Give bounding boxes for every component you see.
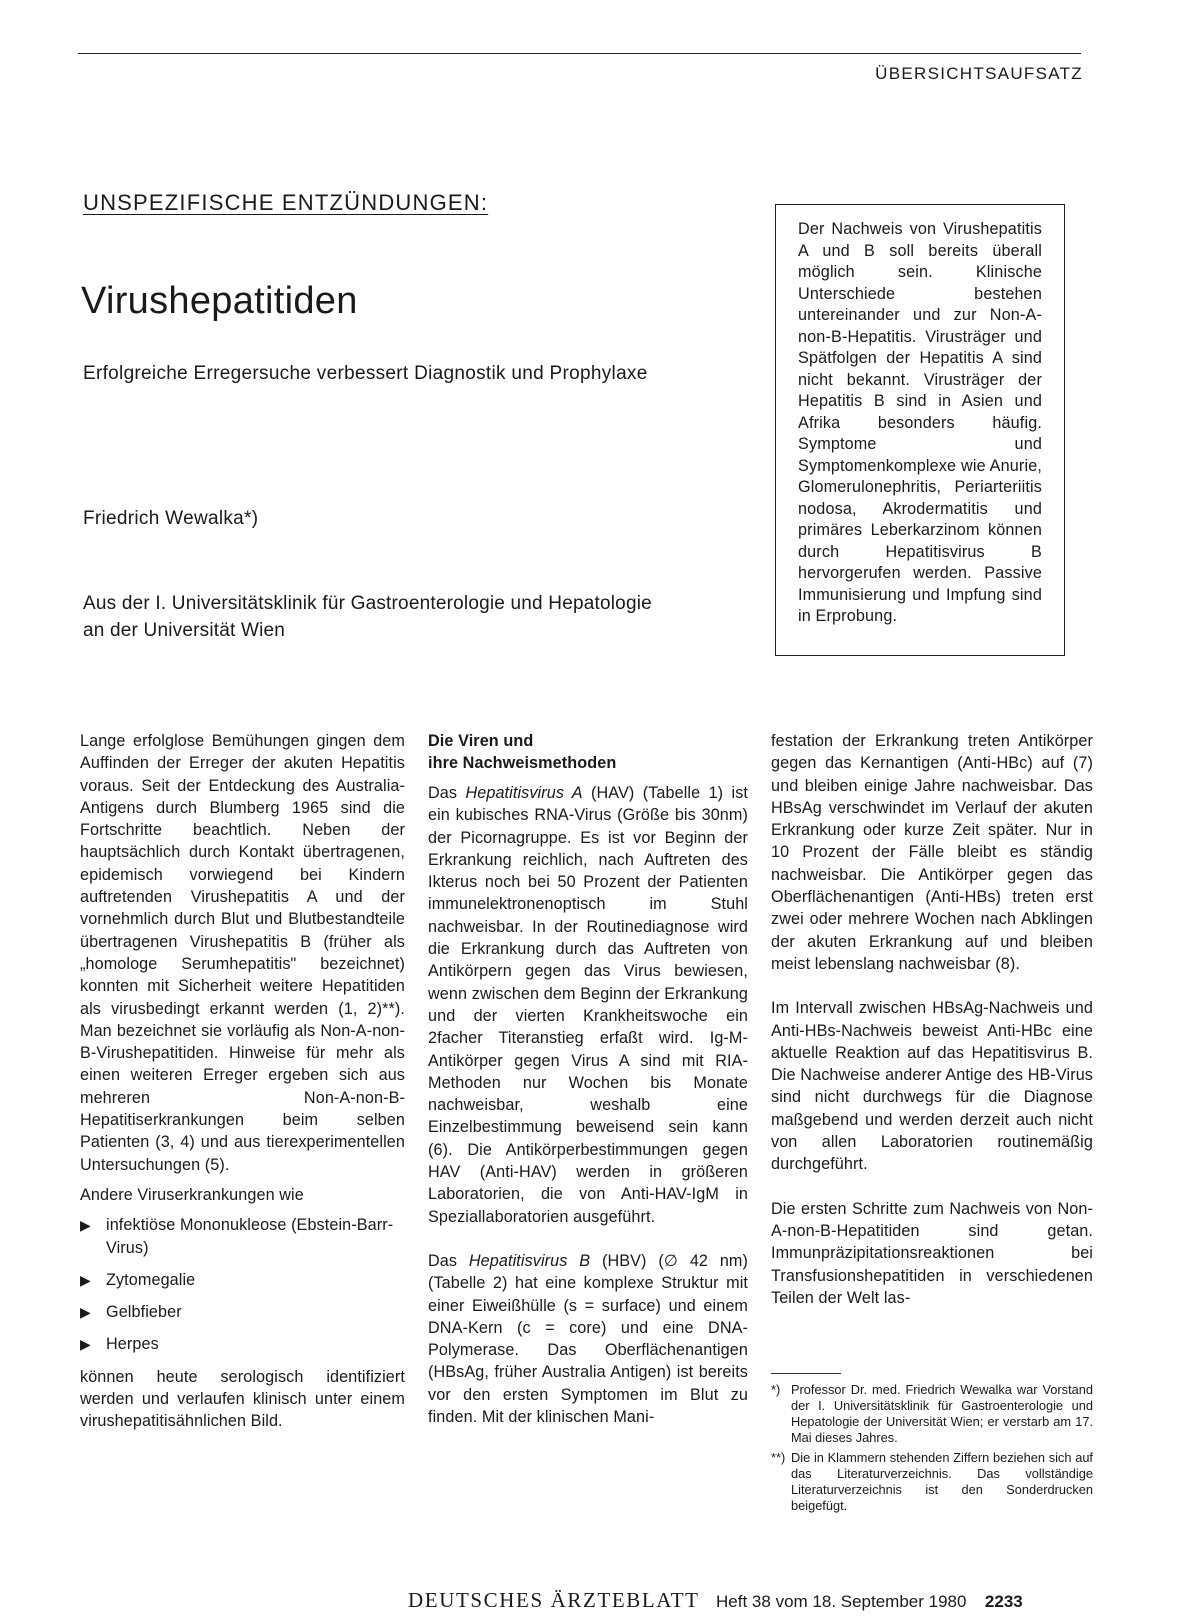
triangle-right-icon: ▶ [80, 1217, 91, 1234]
list-item-text: Herpes [106, 1335, 159, 1354]
article-author: Friedrich Wewalka*) [83, 508, 259, 529]
list-item [80, 1301, 405, 1323]
list-item-text: Gelbfieber [106, 1303, 182, 1322]
header-rule [78, 53, 1081, 54]
page-number: 2233 [984, 1592, 1023, 1611]
section-label: ÜBERSICHTSAUFSATZ [875, 64, 1083, 83]
page-footer [408, 1588, 1088, 1613]
abstract-text: Der Nachweis von Virushepatitis A und B soll bereits überall möglich sein. Klinische Unterschiede bestehen untereinander und zur Non-A-non-B-Hepatitis. Virusträger und Spätfolgen der Hepatitis A sind nicht bekannt. Virusträger der Hepatitis B sind in Asien und Afrika besonders häufig. Symptome und Symptomenkomplexe wie Anurie, Glomerulonephritis, Periarteriitis nodosa, Akrodermatitis und primäres Leberkarzinom können durch Hepatitisvirus B hervorgerufen werden. Passive Immunisierung und Impfung sind in Erprobung. [798, 220, 1042, 625]
heading-line: Die Viren und [428, 732, 534, 750]
list-item [80, 1269, 405, 1291]
article-affiliation [83, 590, 763, 644]
issue-info: Heft 38 vom 18. September 1980 [716, 1592, 967, 1611]
text-run: (HBV) (∅ 42 nm) (Tabelle 2) hat eine komplexe Struktur mit einer Eiweißhülle (s = surface) und einem DNA-Kern (c = core) und eine DNA-Polymerase. Das Oberflächenantigen (HBsAg, früher Australia Antigen) ist bereits vor den ersten Symptomen im Blut zu finden. Mit der klinischen Mani- [428, 1251, 748, 1427]
affiliation-line: an der Universität Wien [83, 620, 286, 641]
paragraph: Die ersten Schritte zum Nachweis von Non-A-non-B-Hepatitiden sind getan. Immunpräzipitationsreaktionen bei Transfusionshepatitiden in verschiedenen Teilen der Welt las- [771, 1199, 1093, 1307]
footnote-text: Professor Dr. med. Friedrich Wewalka war Vorstand der I. Universitätsklinik für Gastroenterologie und Hepatologie der Universität Wien; er verstarb am 17. Mai dieses Jahres. [791, 1382, 1093, 1445]
heading-line: ihre Nachweismethoden [428, 754, 617, 772]
paragraph: Andere Viruserkrankungen wie [80, 1185, 304, 1204]
footnotes [771, 1373, 1093, 1518]
triangle-right-icon: ▶ [80, 1336, 91, 1353]
footnote-mark: *) [771, 1382, 781, 1397]
paragraph: Im Intervall zwischen HBsAg-Nachweis und Anti-HBs-Nachweis beweist Anti-HBc eine aktuelle Reaktion auf das Hepatitisvirus B. Die Nachweise anderer Antige des HB-Virus sind nicht durchwegs für die Diagnose maßgebend und werden derzeit auch nicht von allen Laboratorien routinemäßig durchgeführt. [771, 999, 1093, 1174]
body-column-1 [80, 730, 405, 1433]
body-column-2 [428, 730, 748, 1428]
journal-name: DEUTSCHES ÄRZTEBLATT [408, 1588, 700, 1612]
paragraph: festation der Erkrankung treten Antikörper gegen das Kernantigen (Anti-HBc) auf (7) und bleiben einige Jahre nachweisbar. Das HBsAg verschwindet im Verlauf der akuten Erkrankung oder kurze Zeit später. Nur in 10 Prozent der Fälle bleibt es ständig nachweisbar. Die Antikörper gegen das Oberflächenantigen (Anti-HBs) treten erst zwei oder mehrere Wochen nach Abklingen der akuten Erkrankung auf und bleiben meist lebenslang nachweisbar (8). [771, 732, 1093, 973]
footnote [771, 1382, 1093, 1446]
affiliation-line: Aus der I. Universitätsklinik für Gastroenterologie und Hepatologie [83, 593, 652, 614]
paragraph [428, 782, 748, 1228]
text-run: Das [428, 1251, 469, 1270]
text-run: (HAV) (Tabelle 1) ist ein kubisches RNA-Virus (Größe bis 30nm) der Picornagruppe. Es ist vor Beginn der Erkrankung reichlich, nach Auftreten des Ikterus noch bei 50 Prozent der Patienten immunelektronenoptisch im Stuhl nachweisbar. In der Routinediagnose wird die Erkrankung durch das Auftreten von Antikörpern gegen das Virus bewiesen, wenn zwischen dem Beginn der Erkrankung und der vierten Krankheitswoche ein 2facher Titeranstieg erfaßt wird. Ig-M-Antikörper gegen Virus A sind mit RIA-Methoden nur Wochen bis Monate nachweisbar, weshalb eine Einzelbestimmung beweisend sein kann (6). Die Antikörperbestimmungen gegen HAV (Anti-HAV) werden in größeren Laboratorien, die von Anti-HAV-IgM in Speziallaboratorien ausgeführt. [428, 784, 749, 1226]
triangle-right-icon: ▶ [80, 1271, 91, 1288]
list-item-text: infektiöse Mononukleose (Ebstein-Barr-Virus) [106, 1216, 394, 1257]
paragraph: können heute serologisch identifiziert werden und verlaufen klinisch unter einem virushepatitisähnlichen Bild. [80, 1367, 405, 1431]
virus-name: Hepatitisvirus A [465, 784, 583, 802]
abstract-box [775, 204, 1065, 656]
list-item-text: Zytomegalie [106, 1270, 196, 1289]
virus-name: Hepatitisvirus B [468, 1251, 591, 1270]
article-kicker: UNSPEZIFISCHE ENTZÜNDUNGEN: [83, 190, 489, 215]
article-title: Virushepatitiden [81, 280, 358, 322]
body-column-3 [771, 730, 1093, 1309]
list-item [80, 1333, 405, 1355]
text-run: Das [428, 784, 466, 802]
footnote-text: Die in Klammern stehenden Ziffern beziehen sich auf das Literaturverzeichnis. Das vollständige Literaturverzeichnis ist den Sonderdrucken beigefügt. [791, 1450, 1093, 1513]
paragraph: Lange erfolglose Bemühungen gingen dem Auffinden der Erreger der akuten Hepatitis voraus. Seit der Entdeckung des Australia-Antigens durch Blumberg 1965 sind die Fortschritte beachtlich. Neben der hauptsächlich durch Kontakt übertragenen, epidemisch vorwiegend bei Kindern auftretenden Virushepatitis A und der vornehmlich durch Blut und Blutbestandteile übertragenen Virushepatitis B (früher als „homologe Serumhepatitis" bezeichnet) konnten mit Sicherheit weitere Hepatitiden als virusbedingt erkannt werden (1, 2)**). Man bezeichnet sie vorläufig als Non-A-non-B-Virushepatitiden. Hinweise für mehr als einen weiteren Erreger ergeben sich aus mehreren Non-A-non-B-Hepatitiserkrankungen beim selben Patienten (3, 4) und aus tierexperimentellen Untersuchungen (5). [80, 732, 405, 1174]
footnote-rule [771, 1373, 841, 1374]
list-item [80, 1214, 405, 1259]
section-heading [428, 730, 748, 774]
article-subtitle: Erfolgreiche Erregersuche verbessert Diagnostik und Prophylaxe [83, 363, 648, 384]
paragraph [428, 1250, 748, 1428]
triangle-right-icon: ▶ [80, 1304, 91, 1321]
footnote-mark: **) [771, 1450, 786, 1465]
footnote [771, 1450, 1093, 1514]
